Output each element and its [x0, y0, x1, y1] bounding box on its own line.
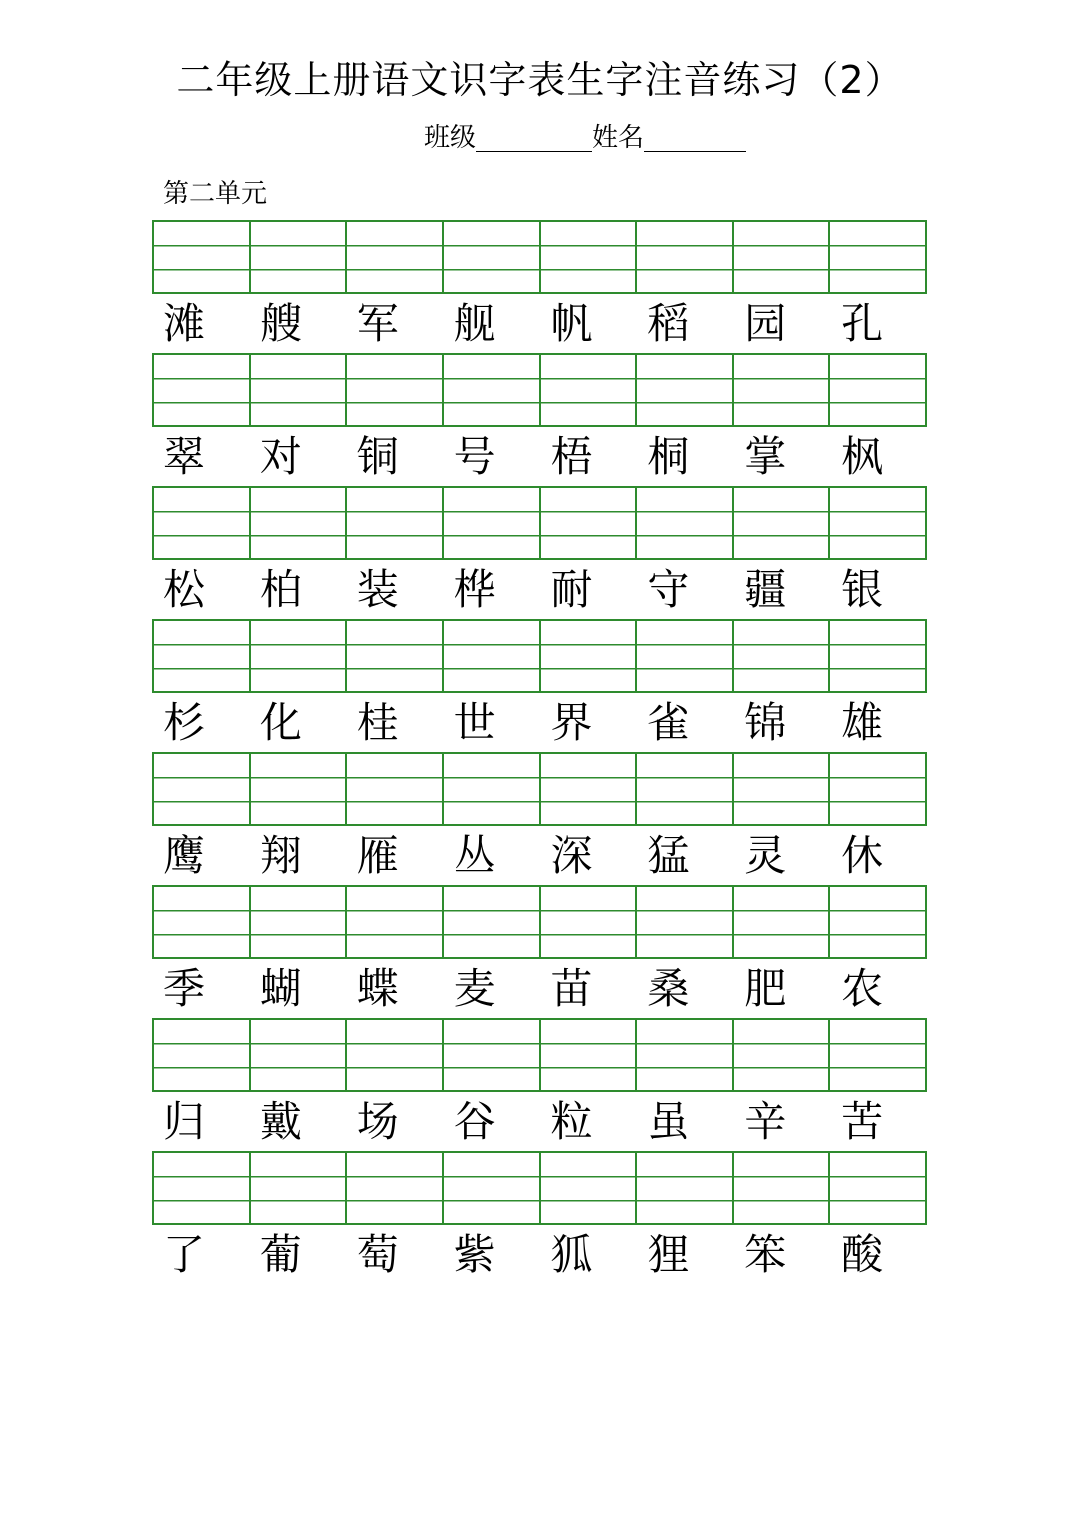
character: 紫: [453, 1230, 496, 1279]
pinyin-cell[interactable]: [444, 488, 541, 558]
character: 了: [163, 1230, 206, 1279]
character: 谷: [453, 1097, 496, 1146]
character: 归: [163, 1097, 206, 1146]
pinyin-cell[interactable]: [347, 222, 444, 292]
pinyin-grid: [152, 885, 927, 959]
character: 滩: [163, 299, 206, 348]
pinyin-cell[interactable]: [734, 1153, 831, 1223]
pinyin-cell[interactable]: [637, 355, 734, 425]
character-row: [152, 959, 927, 1019]
character: 深: [550, 831, 593, 880]
practice-row: [152, 353, 927, 487]
character: 休: [841, 831, 884, 880]
character-row: [152, 294, 927, 354]
character: 农: [841, 964, 884, 1013]
class-label: 班级: [424, 123, 477, 153]
character: 翠: [163, 432, 206, 481]
pinyin-cell[interactable]: [154, 1020, 251, 1090]
character: 枫: [841, 432, 884, 481]
character: 化: [259, 698, 302, 747]
pinyin-grid: [152, 1018, 927, 1092]
character-row: [152, 826, 927, 886]
character: 装: [356, 565, 399, 614]
practice-row: [152, 1018, 927, 1152]
character: 苦: [841, 1097, 884, 1146]
character-row: [152, 427, 927, 487]
character: 银: [841, 565, 884, 614]
character: 桂: [356, 698, 399, 747]
character-row: [152, 560, 927, 620]
pinyin-cell[interactable]: [734, 621, 831, 691]
character: 戴: [259, 1097, 302, 1146]
practice-row: [152, 619, 927, 753]
character: 猛: [647, 831, 690, 880]
pinyin-cell[interactable]: [444, 355, 541, 425]
pinyin-cell[interactable]: [154, 222, 251, 292]
character: 翔: [259, 831, 302, 880]
character: 麦: [453, 964, 496, 1013]
character: 雄: [841, 698, 884, 747]
character: 帆: [550, 299, 593, 348]
pinyin-cell[interactable]: [347, 621, 444, 691]
class-blank-line[interactable]: [476, 121, 592, 152]
pinyin-grid: [152, 619, 927, 693]
character: 军: [356, 299, 399, 348]
character: 疆: [744, 565, 787, 614]
character-row: [152, 1092, 927, 1152]
character: 耐: [550, 565, 593, 614]
character: 肥: [744, 964, 787, 1013]
character: 蝴: [259, 964, 302, 1013]
practice-row: [152, 220, 927, 354]
pinyin-cell[interactable]: [637, 754, 734, 824]
character: 辛: [744, 1097, 787, 1146]
pinyin-cell[interactable]: [154, 1153, 251, 1223]
character-row: [152, 1225, 927, 1285]
character: 守: [647, 565, 690, 614]
pinyin-cell[interactable]: [637, 222, 734, 292]
student-info: [424, 118, 746, 158]
pinyin-cell[interactable]: [830, 355, 925, 425]
character: 灵: [744, 831, 787, 880]
character: 世: [453, 698, 496, 747]
pinyin-cell[interactable]: [734, 488, 831, 558]
pinyin-cell[interactable]: [830, 222, 925, 292]
character: 酸: [841, 1230, 884, 1279]
character: 掌: [744, 432, 787, 481]
pinyin-cell[interactable]: [347, 887, 444, 957]
unit-label: 第二单元: [163, 179, 268, 209]
pinyin-cell[interactable]: [830, 887, 925, 957]
character: 孔: [841, 299, 884, 348]
pinyin-cell[interactable]: [154, 887, 251, 957]
character: 葡: [259, 1230, 302, 1279]
character: 稻: [647, 299, 690, 348]
pinyin-grid: [152, 486, 927, 560]
character: 桑: [647, 964, 690, 1013]
pinyin-cell[interactable]: [347, 754, 444, 824]
pinyin-cell[interactable]: [154, 355, 251, 425]
character: 杉: [163, 698, 206, 747]
pinyin-cell[interactable]: [830, 1153, 925, 1223]
name-label: 姓名: [592, 123, 645, 153]
pinyin-grid: [152, 1151, 927, 1225]
pinyin-cell[interactable]: [637, 488, 734, 558]
page-title: 二年级上册语文识字表生字注音练习（2）: [176, 58, 904, 102]
pinyin-grid: [152, 752, 927, 826]
pinyin-cell[interactable]: [541, 621, 638, 691]
pinyin-cell[interactable]: [154, 754, 251, 824]
pinyin-cell[interactable]: [347, 1153, 444, 1223]
pinyin-cell[interactable]: [830, 754, 925, 824]
character: 界: [550, 698, 593, 747]
character: 雁: [356, 831, 399, 880]
character: 粒: [550, 1097, 593, 1146]
character: 锦: [744, 698, 787, 747]
pinyin-cell[interactable]: [541, 887, 638, 957]
pinyin-cell[interactable]: [251, 488, 348, 558]
pinyin-cell[interactable]: [251, 621, 348, 691]
pinyin-cell[interactable]: [541, 1020, 638, 1090]
character: 铜: [356, 432, 399, 481]
pinyin-cell[interactable]: [734, 887, 831, 957]
pinyin-cell[interactable]: [734, 222, 831, 292]
pinyin-cell[interactable]: [347, 488, 444, 558]
pinyin-cell[interactable]: [154, 621, 251, 691]
pinyin-cell[interactable]: [444, 222, 541, 292]
pinyin-cell[interactable]: [251, 1153, 348, 1223]
pinyin-cell[interactable]: [251, 222, 348, 292]
character: 场: [356, 1097, 399, 1146]
pinyin-cell[interactable]: [541, 355, 638, 425]
character: 桦: [453, 565, 496, 614]
character: 笨: [744, 1230, 787, 1279]
pinyin-cell[interactable]: [734, 754, 831, 824]
pinyin-cell[interactable]: [251, 1020, 348, 1090]
character: 虽: [647, 1097, 690, 1146]
pinyin-cell[interactable]: [541, 488, 638, 558]
character: 蝶: [356, 964, 399, 1013]
practice-row: [152, 1151, 927, 1285]
character: 号: [453, 432, 496, 481]
pinyin-cell[interactable]: [541, 222, 638, 292]
character: 柏: [259, 565, 302, 614]
pinyin-cell[interactable]: [830, 621, 925, 691]
pinyin-cell[interactable]: [251, 754, 348, 824]
character: 丛: [453, 831, 496, 880]
pinyin-cell[interactable]: [251, 887, 348, 957]
pinyin-cell[interactable]: [154, 488, 251, 558]
character: 苗: [550, 964, 593, 1013]
pinyin-cell[interactable]: [830, 1020, 925, 1090]
pinyin-cell[interactable]: [444, 1153, 541, 1223]
pinyin-cell[interactable]: [637, 621, 734, 691]
pinyin-cell[interactable]: [541, 754, 638, 824]
character: 艘: [259, 299, 302, 348]
practice-row: [152, 885, 927, 1019]
pinyin-cell[interactable]: [347, 1020, 444, 1090]
pinyin-cell[interactable]: [637, 1020, 734, 1090]
practice-row: [152, 752, 927, 886]
character: 狐: [550, 1230, 593, 1279]
pinyin-cell[interactable]: [444, 1020, 541, 1090]
character: 狸: [647, 1230, 690, 1279]
character: 对: [259, 432, 302, 481]
pinyin-grid: [152, 220, 927, 294]
character: 园: [744, 299, 787, 348]
pinyin-cell[interactable]: [734, 355, 831, 425]
name-blank-line[interactable]: [644, 121, 746, 152]
pinyin-cell[interactable]: [830, 488, 925, 558]
pinyin-cell[interactable]: [251, 355, 348, 425]
pinyin-cell[interactable]: [444, 621, 541, 691]
practice-row: [152, 486, 927, 620]
character: 舰: [453, 299, 496, 348]
pinyin-cell[interactable]: [444, 887, 541, 957]
pinyin-cell[interactable]: [734, 1020, 831, 1090]
character-row: [152, 693, 927, 753]
character: 鹰: [163, 831, 206, 880]
character: 萄: [356, 1230, 399, 1279]
character: 季: [163, 964, 206, 1013]
character: 桐: [647, 432, 690, 481]
pinyin-cell[interactable]: [637, 887, 734, 957]
pinyin-cell[interactable]: [541, 1153, 638, 1223]
pinyin-cell[interactable]: [637, 1153, 734, 1223]
character: 梧: [550, 432, 593, 481]
character: 雀: [647, 698, 690, 747]
pinyin-grid: [152, 353, 927, 427]
pinyin-cell[interactable]: [347, 355, 444, 425]
character: 松: [163, 565, 206, 614]
pinyin-cell[interactable]: [444, 754, 541, 824]
